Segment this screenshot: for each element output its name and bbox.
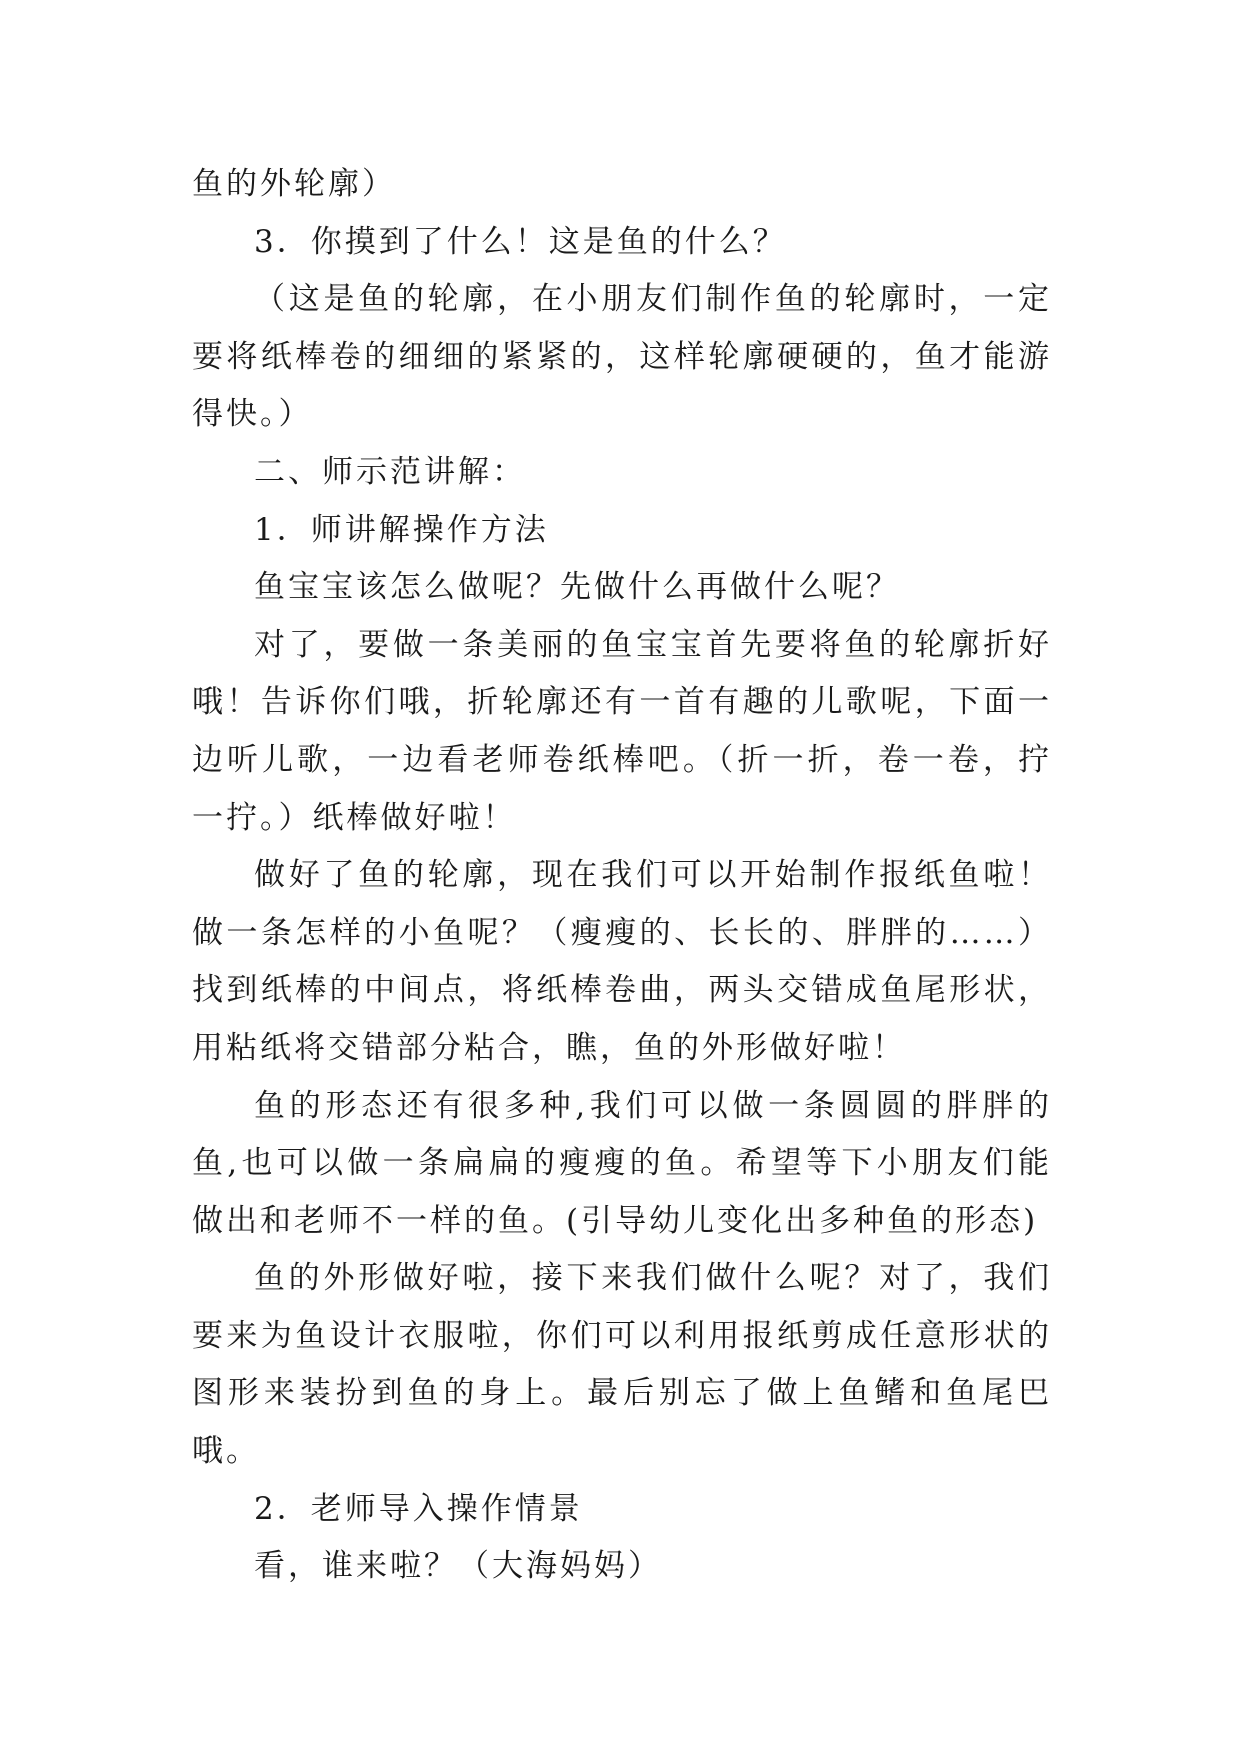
paragraph-continuation: 鱼的外轮廓） bbox=[192, 166, 396, 202]
paragraph-answer-contour: （这是鱼的轮廓，在小朋友们制作鱼的轮廓时，一定要将纸棒卷的细细的紧紧的，这样轮廓硬硬的，鱼才能游得快。） bbox=[192, 281, 1052, 433]
document-body bbox=[192, 156, 1052, 1596]
subheading-method: 1．师讲解操作方法 bbox=[254, 511, 549, 548]
section-heading-demo: 二、师示范讲解： bbox=[254, 453, 526, 490]
subheading-scenario: 2．老师导入操作情景 bbox=[254, 1490, 583, 1527]
paragraph-who-came: 看，谁来啦？（大海妈妈） bbox=[254, 1548, 662, 1585]
paragraph-how-to: 鱼宝宝该怎么做呢？先做什么再做什么呢？ bbox=[254, 569, 900, 606]
paragraph-fold-contour: 对了，要做一条美丽的鱼宝宝首先要将鱼的轮廓折好哦！告诉你们哦，折轮廓还有一首有趣的儿歌呢，下面一边听儿歌，一边看老师卷纸棒吧。（折一折，卷一卷，拧一拧。）纸棒做好啦！ bbox=[192, 626, 1052, 836]
paragraph-decorate: 鱼的外形做好啦，接下来我们做什么呢？对了，我们要来为鱼设计衣服啦，你们可以利用报纸剪成任意形状的图形来装扮到鱼的身上。最后别忘了做上鱼鳍和鱼尾巴哦。 bbox=[192, 1260, 1052, 1470]
paragraph-fish-shapes: 鱼的形态还有很多种,我们可以做一条圆圆的胖胖的鱼,也可以做一条扁扁的瘦瘦的鱼。希望等下小朋友们能做出和老师不一样的鱼。(引导幼儿变化出多种鱼的形态) bbox=[192, 1087, 1052, 1239]
paragraph-make-fish: 做好了鱼的轮廓，现在我们可以开始制作报纸鱼啦！做一条怎样的小鱼呢？（瘦瘦的、长长的、胖胖的……）找到纸棒的中间点，将纸棒卷曲，两头交错成鱼尾形状，用粘纸将交错部分粘合，瞧，鱼的外形做好啦！ bbox=[192, 857, 1052, 1066]
paragraph-question-3: 3．你摸到了什么！这是鱼的什么？ bbox=[254, 223, 787, 260]
